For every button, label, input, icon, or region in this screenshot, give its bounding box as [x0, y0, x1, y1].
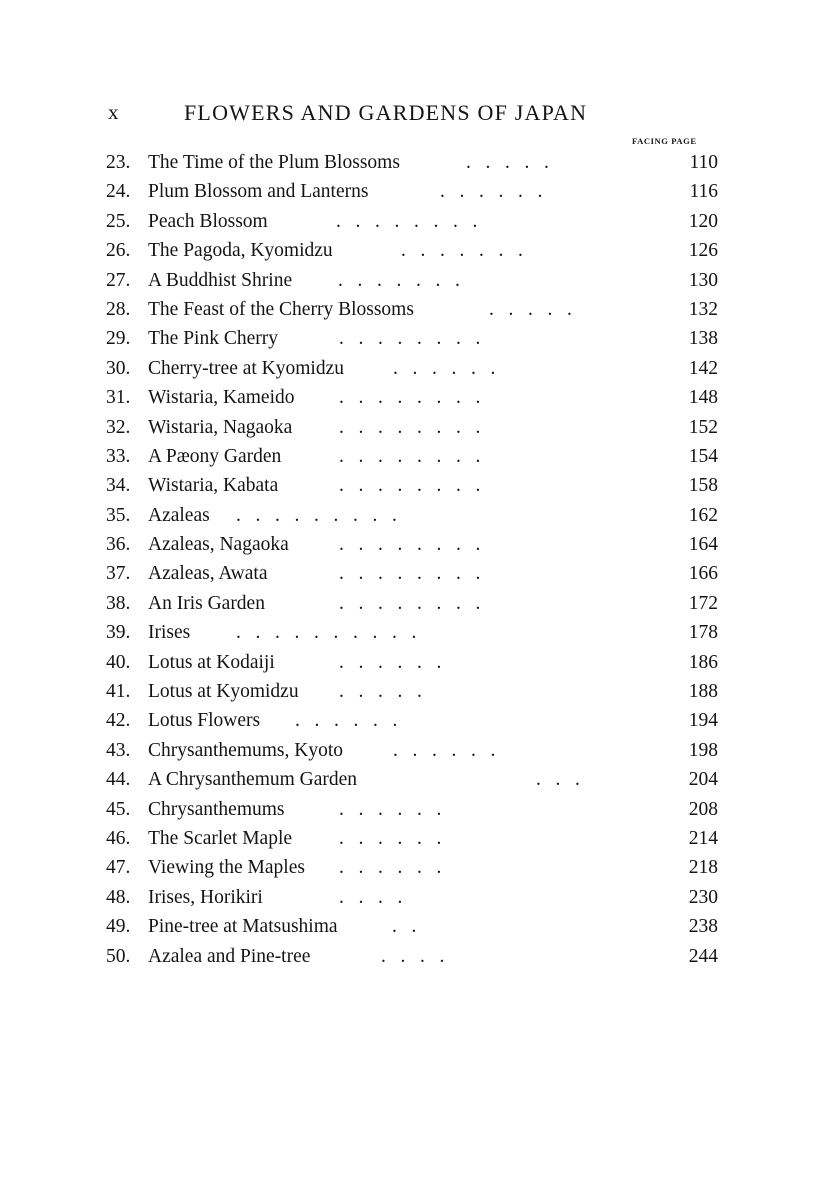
plate-number: 40. — [106, 651, 131, 673]
list-item — [106, 177, 718, 206]
page-number: 194 — [688, 710, 718, 732]
dot-leader: . . . . . . — [339, 798, 442, 820]
list-item — [106, 354, 718, 383]
list-item — [106, 912, 718, 941]
plate-title: Azaleas, Awata — [148, 563, 268, 585]
page-number: 172 — [688, 592, 718, 614]
page-number: 152 — [688, 416, 718, 438]
dot-leader: . . . . . — [489, 298, 572, 320]
plate-title: Lotus Flowers — [148, 710, 261, 732]
list-item — [106, 824, 718, 853]
list-item — [106, 148, 718, 177]
dot-leader: . . . . . — [339, 681, 422, 703]
illustrations-list — [106, 148, 718, 971]
dot-leader: . . . . . . — [393, 739, 496, 761]
plate-number: 43. — [106, 739, 131, 761]
list-item — [106, 295, 718, 324]
list-item — [106, 236, 718, 265]
dot-leader: . . . . . . — [393, 357, 496, 379]
dot-leader: . . . . . . — [339, 857, 442, 879]
list-item — [106, 618, 718, 647]
page-folio: x — [108, 100, 120, 124]
plate-number: 34. — [106, 475, 131, 497]
plate-number: 28. — [106, 298, 131, 320]
page-number: 198 — [688, 739, 718, 761]
plate-number: 25. — [106, 210, 131, 232]
plate-number: 24. — [106, 181, 131, 203]
plate-number: 41. — [106, 681, 131, 703]
list-item — [106, 795, 718, 824]
page-number: 166 — [688, 563, 718, 585]
list-item — [106, 883, 718, 912]
plate-number: 32. — [106, 416, 131, 438]
plate-number: 26. — [106, 240, 131, 262]
plate-number: 30. — [106, 357, 131, 379]
dot-leader: . . . . . . . . — [339, 563, 481, 585]
dot-leader: . . . . . . . . — [336, 210, 478, 232]
list-item — [106, 266, 718, 295]
dot-leader: . . . . — [381, 945, 445, 967]
list-item — [106, 736, 718, 765]
plate-title: Azaleas — [148, 504, 210, 526]
plate-number: 31. — [106, 387, 131, 409]
list-item — [106, 413, 718, 442]
plate-number: 23. — [106, 152, 131, 173]
dot-leader: . . . . . . — [339, 651, 442, 673]
list-item — [106, 530, 718, 559]
page-number: 120 — [688, 210, 718, 232]
page-number: 110 — [689, 152, 718, 173]
page-number: 116 — [689, 181, 718, 203]
list-item — [106, 207, 718, 236]
page-number: 208 — [688, 798, 718, 820]
plate-title: The Pink Cherry — [148, 328, 278, 350]
plate-number: 42. — [106, 710, 131, 732]
list-item — [106, 706, 718, 735]
dot-leader: . . . . . . . . — [339, 534, 481, 556]
plate-title: The Pagoda, Kyomidzu — [148, 240, 333, 262]
page-number: 132 — [688, 298, 718, 320]
dot-leader: . . . . . . . . — [339, 416, 481, 438]
list-item — [106, 765, 718, 794]
plate-number: 29. — [106, 328, 131, 350]
page-number: 218 — [688, 857, 718, 879]
page-number: 126 — [688, 240, 718, 262]
plate-title: Plum Blossom and Lanterns — [148, 181, 369, 203]
dot-leader: . . . . . . . . — [339, 592, 481, 614]
plate-number: 38. — [106, 592, 131, 614]
plate-title: Wistaria, Kabata — [148, 475, 279, 497]
page-number: 148 — [688, 387, 718, 409]
list-item — [106, 648, 718, 677]
dot-leader: . . . . . . . . — [339, 445, 481, 467]
plate-number: 35. — [106, 504, 131, 526]
list-item — [106, 559, 718, 588]
plate-title: Azalea and Pine-tree — [148, 945, 311, 967]
running-title: FLOWERS AND GARDENS OF JAPAN — [184, 100, 588, 125]
page-number: 238 — [688, 916, 718, 938]
plate-title: An Iris Garden — [148, 592, 265, 614]
list-item — [106, 942, 718, 971]
plate-title: Lotus at Kodaiji — [148, 651, 275, 673]
list-item — [106, 383, 718, 412]
dot-leader: . . . . . . . . . — [236, 504, 397, 526]
list-item — [106, 324, 718, 353]
plate-title: Wistaria, Nagaoka — [148, 416, 293, 438]
plate-number: 47. — [106, 857, 131, 879]
dot-leader: . . . . . . . — [338, 269, 460, 291]
plate-title: The Time of the Plum Blossoms — [148, 152, 400, 173]
plate-title: Peach Blossom — [148, 210, 268, 232]
dot-leader: . . . . . . . . — [339, 475, 481, 497]
dot-leader: . . . . . . — [440, 181, 543, 203]
plate-title: Chrysanthemums, Kyoto — [148, 739, 343, 761]
page-number: 164 — [688, 534, 718, 556]
plate-number: 27. — [106, 269, 131, 291]
page-number: 138 — [688, 328, 718, 350]
plate-number: 37. — [106, 563, 131, 585]
plate-number: 44. — [106, 769, 131, 791]
page-number: 214 — [688, 827, 718, 849]
plate-title: The Feast of the Cherry Blossoms — [148, 298, 414, 320]
plate-title: Irises — [148, 622, 191, 644]
page-number: 158 — [688, 475, 718, 497]
running-header — [108, 100, 718, 130]
plate-title: Pine-tree at Matsushima — [148, 916, 338, 938]
page-number: 178 — [688, 622, 718, 644]
dot-leader: . . . . . . . . — [339, 328, 481, 350]
plate-number: 50. — [106, 945, 131, 967]
plate-title: A Buddhist Shrine — [148, 269, 293, 291]
plate-title: Cherry-tree at Kyomidzu — [148, 357, 345, 379]
plate-number: 45. — [106, 798, 131, 820]
page-number: 162 — [688, 504, 718, 526]
plate-title: The Scarlet Maple — [148, 827, 293, 849]
plate-title: Chrysanthemums — [148, 798, 285, 820]
list-item — [106, 853, 718, 882]
dot-leader: . . . — [536, 769, 580, 791]
page-number: 186 — [688, 651, 718, 673]
dot-leader: . . . . . . — [339, 827, 442, 849]
plate-title: Irises, Horikiri — [148, 886, 263, 908]
dot-leader: . . . . . . . . — [339, 387, 481, 409]
page-number: 130 — [688, 269, 718, 291]
plate-title: A Pæony Garden — [148, 445, 282, 467]
dot-leader: . . . . — [339, 886, 403, 908]
plate-title: Lotus at Kyomidzu — [148, 681, 299, 703]
page-number: 230 — [688, 886, 718, 908]
page-number: 142 — [688, 357, 718, 379]
plate-title: Azaleas, Nagaoka — [148, 534, 289, 556]
dot-leader: . . — [392, 916, 417, 938]
dot-leader: . . . . . . . — [401, 240, 523, 262]
page-number: 154 — [688, 445, 718, 467]
plate-number: 46. — [106, 827, 131, 849]
plate-number: 39. — [106, 622, 131, 644]
plate-title: Wistaria, Kameido — [148, 387, 295, 409]
plate-number: 49. — [106, 916, 131, 938]
page-number: 204 — [688, 769, 718, 791]
list-item — [106, 589, 718, 618]
page-number: 244 — [688, 945, 718, 967]
plate-title: Viewing the Maples — [148, 857, 305, 879]
facing-page-label: FACING PAGE — [632, 136, 697, 146]
plate-title: A Chrysanthemum Garden — [148, 769, 358, 791]
dot-leader: . . . . . . — [295, 710, 398, 732]
dot-leader: . . . . . . . . . . — [236, 622, 417, 644]
list-item — [106, 501, 718, 530]
plate-number: 33. — [106, 445, 131, 467]
dot-leader: . . . . . — [466, 152, 549, 173]
plate-number: 48. — [106, 886, 131, 908]
page-number: 188 — [688, 681, 718, 703]
plate-number: 36. — [106, 534, 131, 556]
list-item — [106, 677, 718, 706]
list-item — [106, 471, 718, 500]
list-item — [106, 442, 718, 471]
